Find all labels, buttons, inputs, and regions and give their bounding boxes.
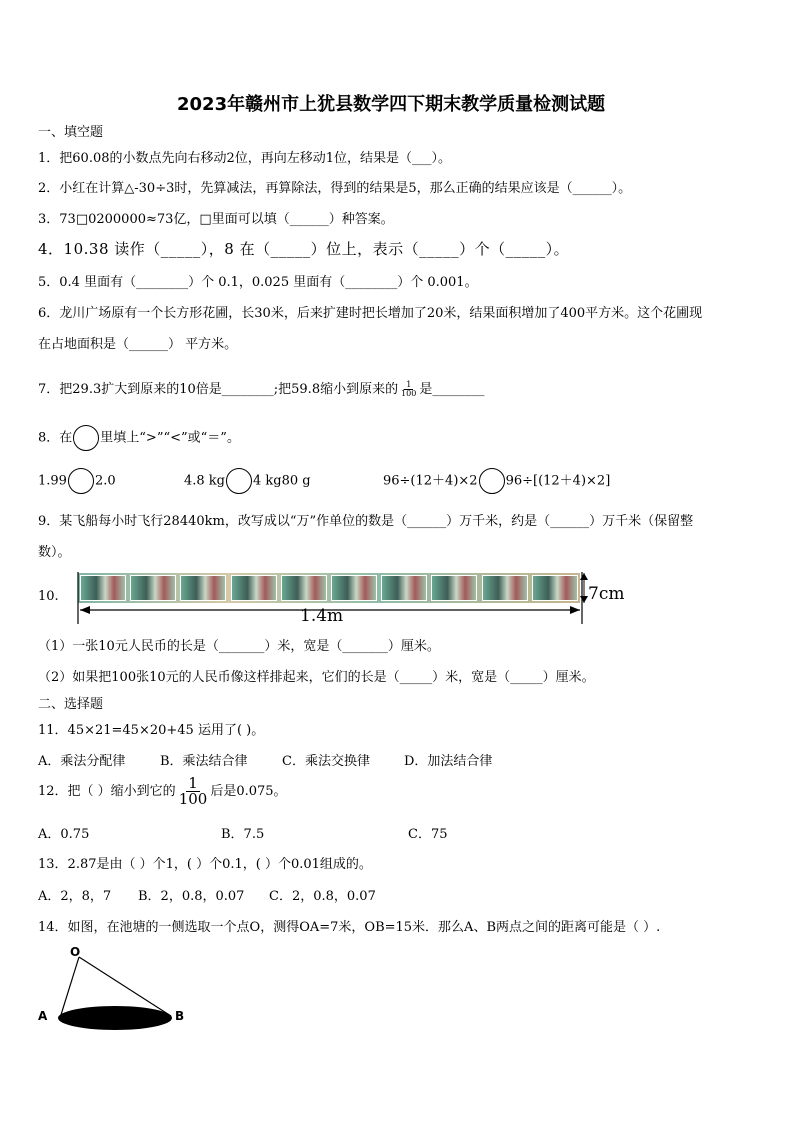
question-7 [38,378,484,398]
arrowhead-down-icon [580,596,588,603]
width-label: 1.4m [300,606,344,626]
compare-left: 1.99 [38,473,67,489]
section-heading-fill-in: 一、填空题 [38,125,104,140]
question-8 [38,425,240,451]
banknote-dimension-diagram [70,568,630,628]
compare-left: 4.8 kg [184,473,226,489]
arrowhead-right-icon [570,606,580,614]
compare-item-1 [38,468,116,494]
height-label: 7cm [588,584,625,604]
answer-circle[interactable] [226,468,252,494]
question-8-text-b: 里填上“>”“<”或“＝”。 [100,430,240,446]
answer-circle[interactable] [73,425,99,451]
fraction-denominator: 100 [401,389,417,398]
compare-right: 96÷[(12＋4)×2] [505,473,611,489]
section-heading-choice: 二、选择题 [38,697,104,712]
point-b-label: B [175,1009,185,1023]
question-13-option-a: A．2，8，7 [38,889,112,904]
point-a-label: A [38,1009,48,1023]
question-7-text-b: 是________ [419,382,485,397]
question-3: 3．73□0200000≈73亿，□里面可以填（______）种答案。 [38,212,394,227]
question-13-option-b: B．2，0.8，0.07 [138,889,245,904]
question-10-sub-2: （2）如果把100张10元的人民币像这样排起来，它们的长是（_____）米，宽是（_____）厘米。 [38,670,595,685]
question-12-option-a: A．0.75 [38,827,90,842]
compare-item-2 [184,468,311,494]
question-8-text-a: 8．在 [38,430,73,446]
pond-shape [58,1006,172,1030]
question-9-line-1: 9．某飞船每小时飞行28440km，改写成以“万”作单位的数是（______）万千米，约是（______）万千米（保留整 [38,514,694,529]
fraction-one-hundredth [401,381,416,398]
question-10-number: 10. [38,589,59,604]
question-12-option-c: C．75 [408,827,448,842]
point-o-label: O [70,945,81,959]
compare-left: 96÷(12＋4)×2 [383,473,478,489]
question-1: 1．把60.08的小数点先向右移动2位，再向左移动1位，结果是（___）。 [38,151,452,166]
question-12-text-a: 12．把（ ）缩小到它的 [38,784,176,799]
question-6-line-2: 在占地面积是（______） 平方米。 [38,337,238,352]
question-11: 11．45×21=45×20+45 运用了( )。 [38,723,265,738]
question-5: 5．0.4 里面有（________）个 0.1，0.025 里面有（________）个 0.001。 [38,275,478,290]
question-11-option-b: B．乘法结合律 [160,754,248,769]
question-13: 13．2.87是由（ ）个1，( ）个0.1，( ）个0.01组成的。 [38,857,372,872]
line-oa [60,957,79,1018]
question-2: 2．小红在计算△-30÷3时，先算减法，再算除法，得到的结果是5，那么正确的结果应该是（______）。 [38,181,632,196]
question-11-option-d: D．加法结合律 [404,754,493,769]
arrowhead-up-icon [580,573,588,580]
question-4: 4．10.38 读作（_____），8 在（_____）位上，表示（_____）个（_____）。 [38,240,570,258]
question-11-option-c: C．乘法交换律 [282,754,370,769]
fraction-one-hundredth [179,776,208,807]
question-6-line-1: 6．龙川广场原有一个长方形花圃，长30米，后来扩建时把长增加了20米，结果面积增加了400平方米。这个花圃现 [38,306,703,321]
question-13-option-c: C．2，0.8，0.07 [269,889,376,904]
question-7-text-a: 7．把29.3扩大到原来的10倍是________;把59.8缩小到原来的 [38,382,399,397]
answer-circle[interactable] [479,468,505,494]
compare-right: 4 kg80 g [253,473,311,489]
question-12-text-b: 后是0.075。 [210,784,287,799]
arrowhead-left-icon [80,606,90,614]
question-9-line-2: 数）。 [38,545,71,560]
pond-diagram [30,940,210,1040]
compare-right: 2.0 [94,473,116,489]
fraction-numerator: 1 [406,380,412,389]
question-14: 14．如图，在池塘的一侧选取一个点O，测得OA=7米，OB=15米．那么A、B两点之间的距离可能是（ ）. [38,920,661,935]
compare-item-3 [383,468,610,494]
answer-circle[interactable] [68,468,94,494]
question-11-option-a: A．乘法分配律 [38,754,126,769]
fraction-numerator: 1 [188,774,198,792]
fraction-denominator: 100 [178,790,208,808]
question-12-option-b: B．7.5 [221,827,265,842]
page-title: 2023年赣州市上犹县数学四下期末教学质量检测试题 [177,94,606,115]
question-10-sub-1: （1）一张10元人民币的长是（_______）米，宽是（_______）厘米。 [38,639,440,654]
question-12 [38,776,287,807]
